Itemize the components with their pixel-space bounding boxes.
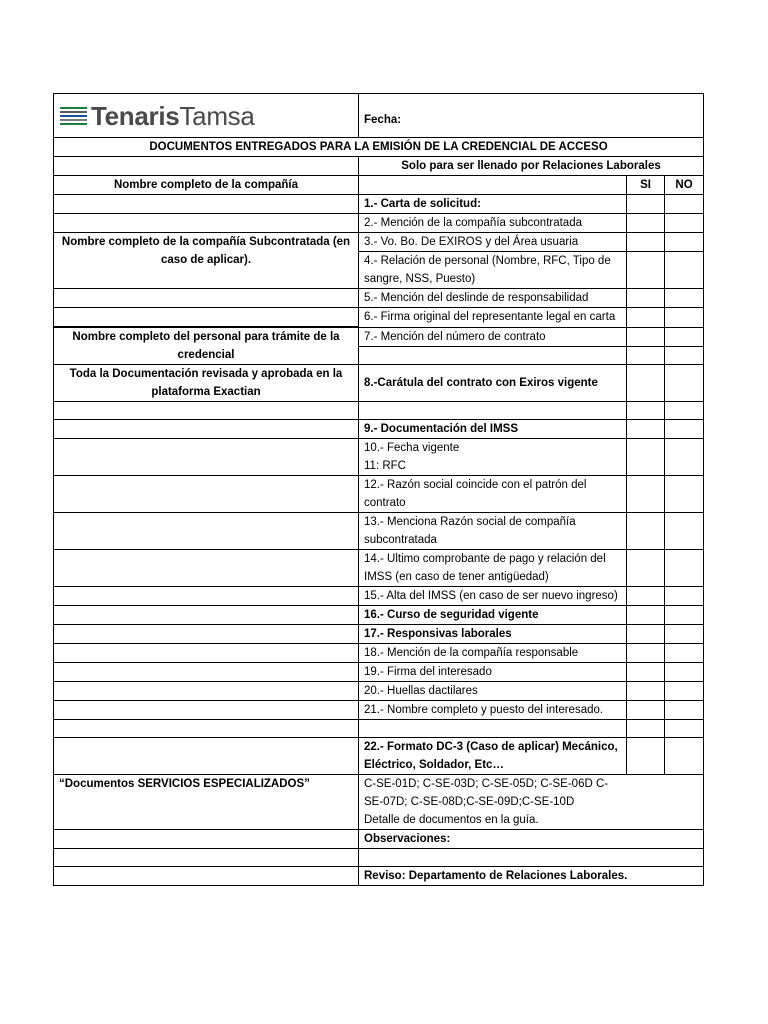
blank-cell [54,214,359,233]
blank-cell [54,867,359,886]
item-14-no[interactable] [665,550,704,587]
blank-cell [359,176,627,195]
item-17-no[interactable] [665,625,704,644]
item-18-si[interactable] [627,644,665,663]
item-10: 10.- Fecha vigente [364,442,460,454]
item-18-no[interactable] [665,644,704,663]
item-1-si[interactable] [627,195,665,214]
blank-cell [54,439,359,476]
blank-cell [54,625,359,644]
item-13-no[interactable] [665,513,704,550]
item-4-no[interactable] [665,252,704,289]
tenaris-tamsa-logo: TenarisTamsa [54,94,358,137]
form-subtitle: Solo para ser llenado por Relaciones Laborales [359,157,704,176]
item-14-si[interactable] [627,550,665,587]
service-codes: C-SE-01D; C-SE-03D; C-SE-05D; C-SE-06D C-SE-07D; C-SE-08D;C-SE-09D;C-SE-10D [364,778,609,808]
logo-cell [54,94,359,138]
item-8-si[interactable] [627,365,665,402]
blank-cell [359,347,627,365]
blank-cell [54,157,359,176]
blank-check[interactable] [665,720,704,738]
item-20-si[interactable] [627,682,665,701]
specialized-services-label: “Documentos SERVICIOS ESPECIALIZADOS” [54,775,359,830]
company-name-label: Nombre completo de la compañía [54,176,359,195]
company-name-input[interactable] [54,195,359,214]
blank-check[interactable] [627,402,665,420]
blank-cell [54,550,359,587]
item-17: 17.- Responsivas laborales [359,625,627,644]
item-5-si[interactable] [627,289,665,308]
item-13: 13.- Menciona Razón social de compañía subcontratada [359,513,627,550]
item-9: 9.- Documentación del IMSS [359,420,627,439]
item-10-si[interactable] [627,439,665,476]
item-16: 16.- Curso de seguridad vigente [359,606,627,625]
item-21: 21.- Nombre completo y puesto del interesado. [359,701,627,720]
si-header: SI [627,176,665,195]
item-16-no[interactable] [665,606,704,625]
blank-cell [54,402,359,420]
item-2-no[interactable] [665,214,704,233]
item-5: 5.- Mención del deslinde de responsabilidad [359,289,627,308]
blank-cell [54,308,359,328]
guide-detail: Detalle de documentos en la guía. [364,814,539,826]
blank-check[interactable] [627,347,665,365]
item-7-no[interactable] [665,328,704,347]
fecha-field[interactable]: Fecha: [359,94,704,138]
item-3-no[interactable] [665,233,704,252]
item-14: 14.- Ultimo comprobante de pago y relación del IMSS (en caso de tener antigüedad) [359,550,627,587]
blank-cell [54,420,359,439]
item-12-si[interactable] [627,476,665,513]
item-19: 19.- Firma del interesado [359,663,627,682]
no-header: NO [665,176,704,195]
blank-cell [54,701,359,720]
subcontracted-company-label: Nombre completo de la compañía Subcontratada (en caso de aplicar). [54,233,359,289]
item-6: 6.- Firma original del representante legal en carta [359,308,627,328]
item-20: 20.- Huellas dactilares [359,682,627,701]
item-15-si[interactable] [627,587,665,606]
item-6-si[interactable] [627,308,665,328]
form-title: DOCUMENTOS ENTREGADOS PARA LA EMISIÓN DE LA CREDENCIAL DE ACCESO [54,138,704,157]
item-15-no[interactable] [665,587,704,606]
blank-cell [54,682,359,701]
item-9-si[interactable] [627,420,665,439]
item-8-no[interactable] [665,365,704,402]
logo-stripes-icon [60,107,87,125]
item-22: 22.- Formato DC-3 (Caso de aplicar) Mecánico, Eléctrico, Soldador, Etc… [359,738,627,775]
blank-cell [54,606,359,625]
blank-cell [54,849,359,867]
item-12-no[interactable] [665,476,704,513]
item-15: 15.- Alta del IMSS (en caso de ser nuevo ingreso) [359,587,627,606]
blank-cell [359,402,627,420]
item-3: 3.- Vo. Bo. De EXIROS y del Área usuaria [359,233,627,252]
item-13-si[interactable] [627,513,665,550]
item-3-si[interactable] [627,233,665,252]
blank-cell [54,738,359,775]
blank-cell [54,830,359,849]
item-19-si[interactable] [627,663,665,682]
blank-cell [54,663,359,682]
observations-input[interactable] [359,849,704,867]
blank-check[interactable] [665,347,704,365]
item-12: 12.- Razón social coincide con el patrón del contrato [359,476,627,513]
item-22-si[interactable] [627,738,665,775]
item-19-no[interactable] [665,663,704,682]
item-17-si[interactable] [627,625,665,644]
item-22-no[interactable] [665,738,704,775]
blank-cell [359,720,627,738]
item-7: 7.- Mención del número de contrato [359,328,627,347]
blank-cell [54,587,359,606]
blank-cell [54,644,359,663]
item-5-no[interactable] [665,289,704,308]
reviewed-label: Toda la Documentación revisada y aprobada en la plataforma Exactian [54,365,359,402]
item-6-no[interactable] [665,308,704,328]
personnel-name-label: Nombre completo del personal para trámite de la credencial [54,328,359,365]
observations-label: Observaciones: [359,830,704,849]
item-10-11 [359,439,627,476]
blank-cell [54,720,359,738]
blank-check[interactable] [627,720,665,738]
item-1: 1.- Carta de solicitud: [359,195,627,214]
subcontracted-company-input[interactable] [54,289,359,308]
blank-check[interactable] [665,402,704,420]
item-1-no[interactable] [665,195,704,214]
item-7-si[interactable] [627,328,665,347]
blank-cell [54,513,359,550]
item-20-no[interactable] [665,682,704,701]
item-18: 18.- Mención de la compañía responsable [359,644,627,663]
credential-form-table [53,93,704,886]
reviewer-label: Reviso: Departamento de Relaciones Laborales. [359,867,704,886]
specialized-services-codes [359,775,704,830]
item-4-si[interactable] [627,252,665,289]
blank-cell [54,476,359,513]
item-10-no[interactable] [665,439,704,476]
item-16-si[interactable] [627,606,665,625]
item-2-si[interactable] [627,214,665,233]
item-21-no[interactable] [665,701,704,720]
item-4: 4.- Relación de personal (Nombre, RFC, Tipo de sangre, NSS, Puesto) [359,252,627,289]
item-9-no[interactable] [665,420,704,439]
item-8: 8.-Carátula del contrato con Exiros vigente [359,365,627,402]
item-21-si[interactable] [627,701,665,720]
item-2: 2.- Mención de la compañía subcontratada [359,214,627,233]
item-11: 11: RFC [364,460,406,472]
